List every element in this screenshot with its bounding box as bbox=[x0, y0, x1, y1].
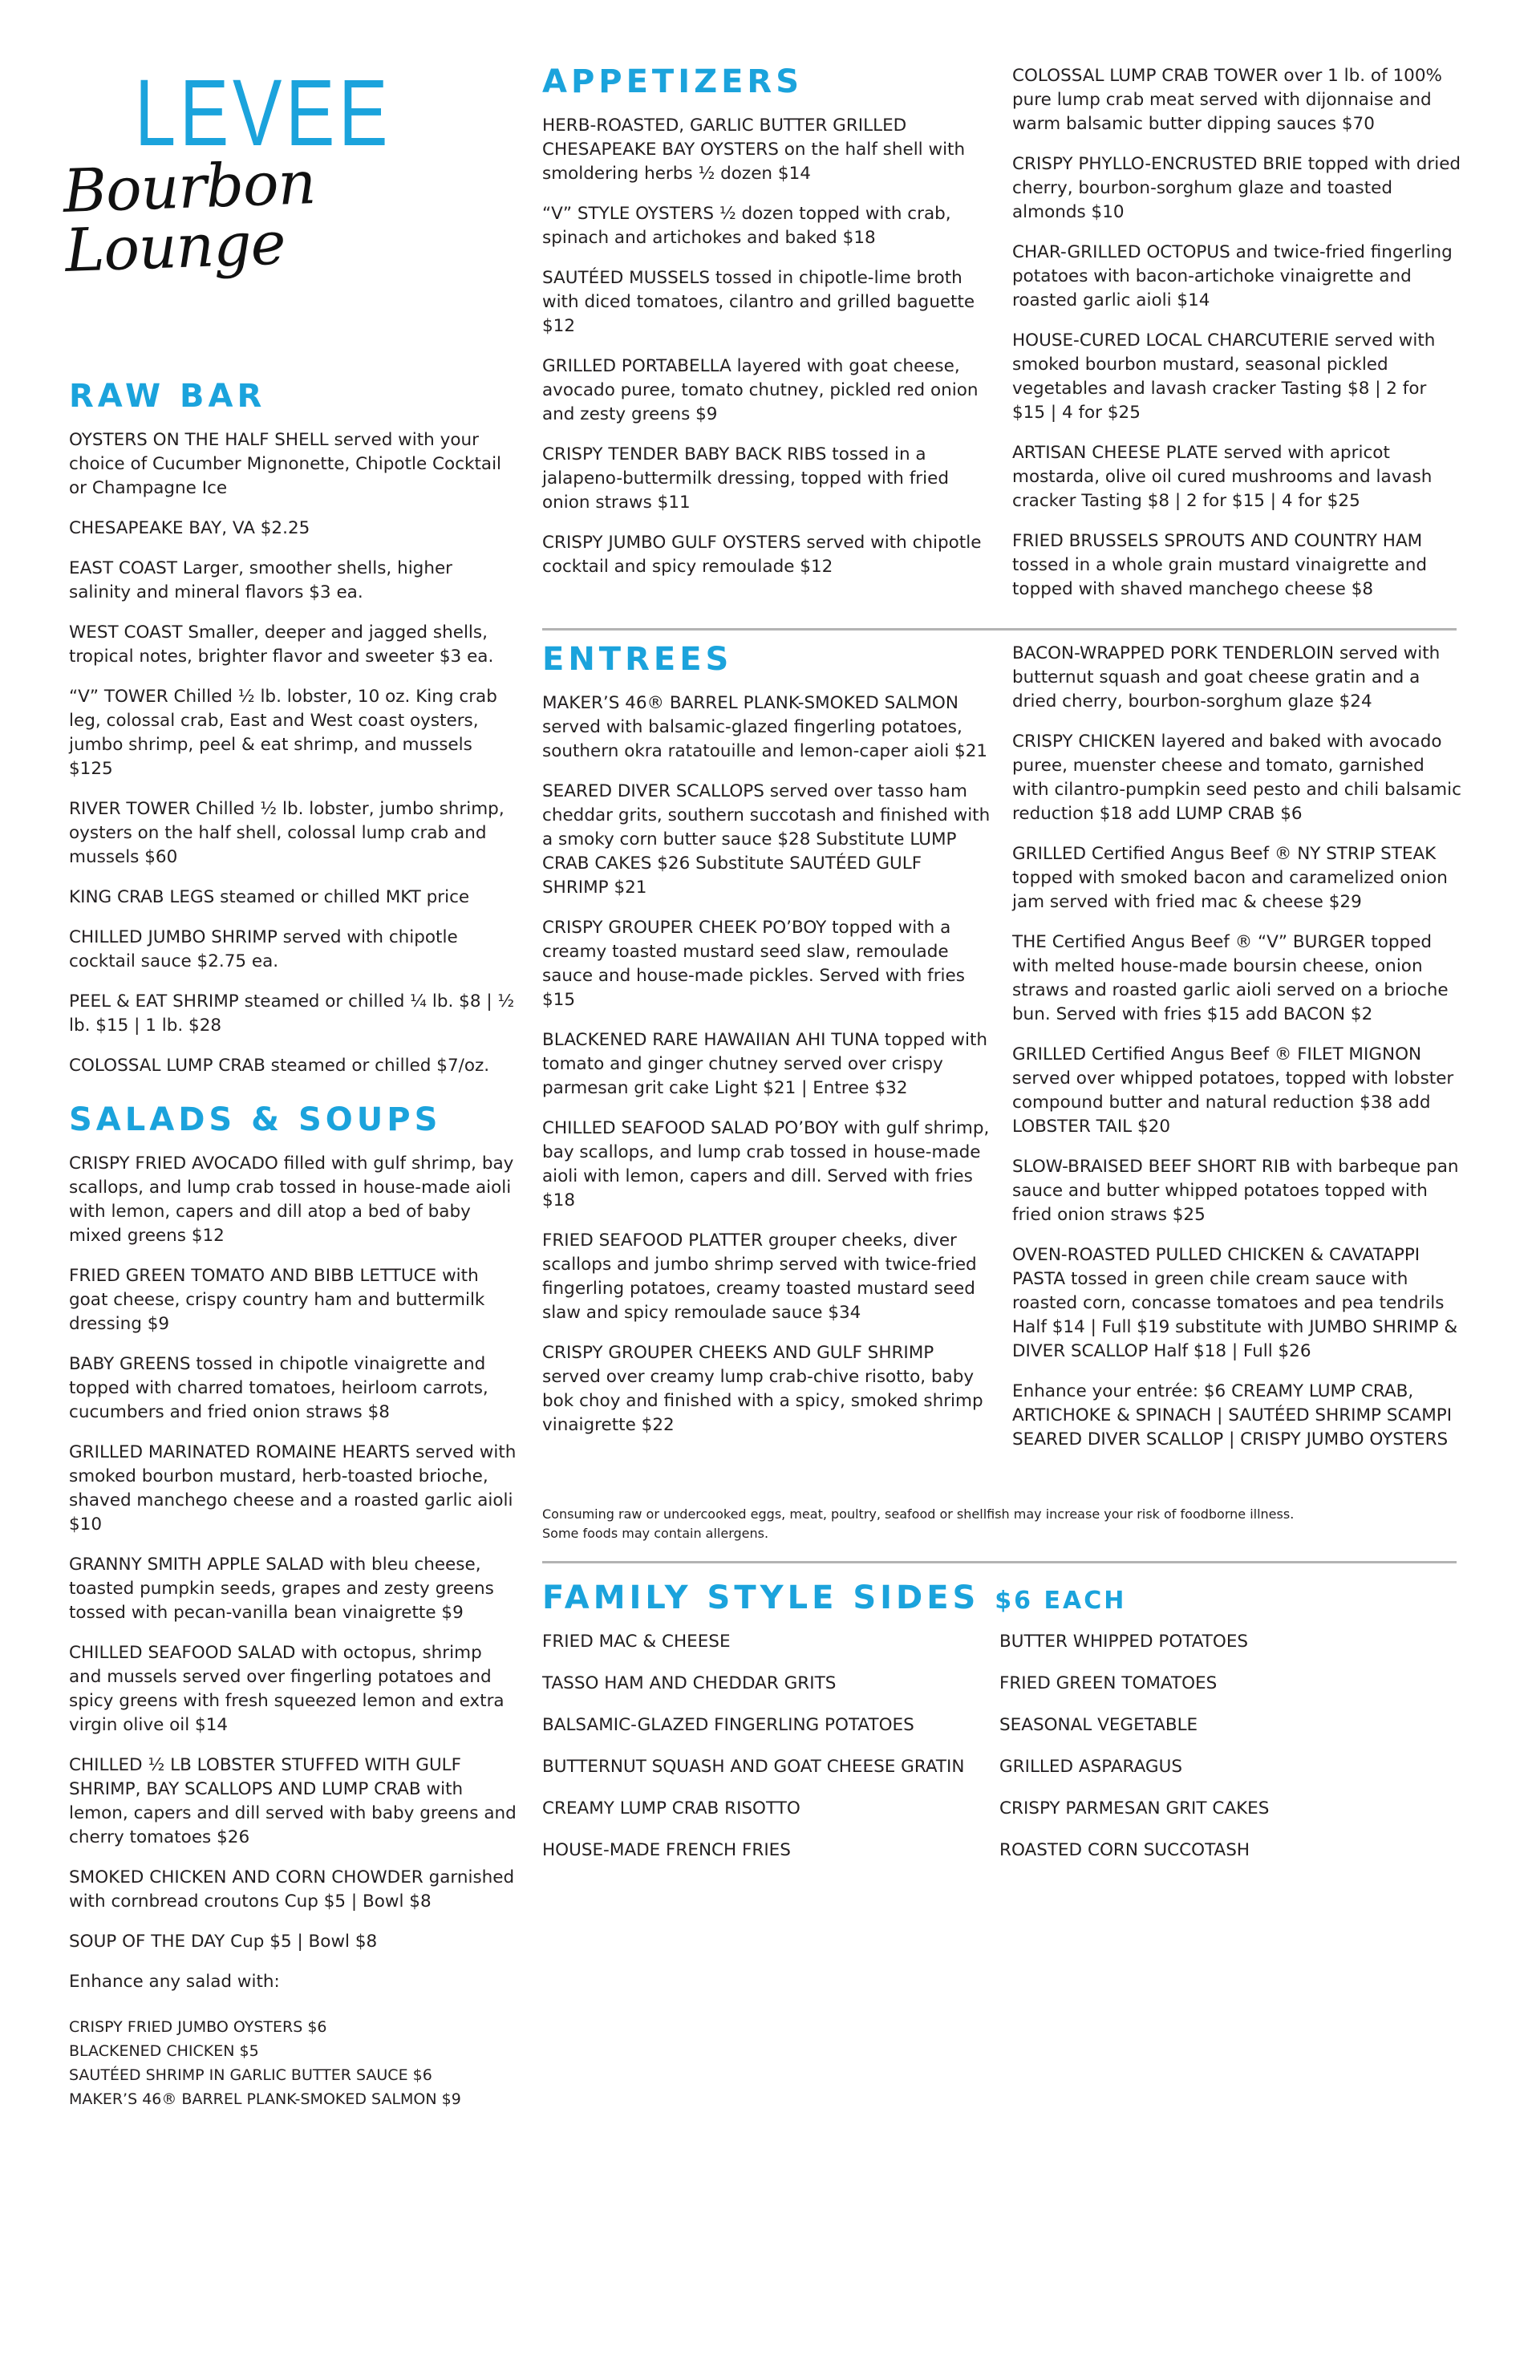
menu-item-description: served with smoked bourbon mustard, herb-toasted brioche, shaved manchego cheese and a roasted garlic aioli $10 bbox=[69, 1442, 517, 1535]
section-title-appetizers: APPETIZERS bbox=[542, 63, 804, 100]
logo-wordmark: LEVEE bbox=[135, 60, 392, 166]
appetizers-list-right bbox=[1012, 64, 1461, 602]
menu-item bbox=[542, 355, 991, 427]
menu-item-name: CHESAPEAKE BAY, VA $2.25 bbox=[69, 518, 310, 538]
menu-item bbox=[1012, 64, 1461, 136]
menu-item-description: tossed in chipotle vinaigrette and topped with charred tomatoes, heirloom carrots, cucumbers and fried onion straws $8 bbox=[69, 1354, 488, 1422]
menu-item-name: WEST COAST bbox=[69, 622, 183, 643]
sides-list-right bbox=[999, 1630, 1457, 1880]
menu-item bbox=[1012, 842, 1461, 914]
menu-item bbox=[1012, 730, 1461, 826]
menu-item bbox=[1012, 1155, 1461, 1227]
menu-item-description: Chilled ½ lb. lobster, 10 oz. King crab leg, colossal crab, East and West coast oysters, jumbo shrimp, peel & eat shrimp, and mussels $125 bbox=[69, 687, 497, 779]
menu-item-name: ARTISAN CHEESE PLATE bbox=[1012, 443, 1218, 463]
menu-item-description: topped with tomato and ginger chutney served over crispy parmesan grit cake Light $21 | Entree $32 bbox=[542, 1030, 987, 1098]
menu-item-description: with gulf shrimp, bay scallops, and lump crab tossed in house-made aioli with lemon, capers and dill. Served with fries $18 bbox=[542, 1118, 990, 1210]
menu-item bbox=[69, 1754, 518, 1850]
divider-entrees-sides bbox=[542, 1561, 1457, 1563]
menu-item-name: CHILLED SEAFOOD SALAD PO’BOY bbox=[542, 1118, 839, 1138]
menu-item-description: over 1 lb. of 100% pure lump crab meat served with dijonnaise and warm balsamic butter dipping sauces $70 bbox=[1012, 66, 1442, 134]
salads-soups-section bbox=[69, 1102, 518, 2111]
menu-item bbox=[1012, 1043, 1461, 1139]
allergen-disclaimer bbox=[542, 1503, 1457, 1545]
menu-item-description: Cup $5 | Bowl $8 bbox=[230, 1932, 378, 1952]
menu-item-description: topped with smoked bacon and caramelized onion jam served with fried mac & cheese $29 bbox=[1012, 868, 1448, 912]
menu-item bbox=[542, 443, 991, 515]
menu-item bbox=[69, 685, 518, 781]
menu-item bbox=[542, 916, 991, 1012]
menu-item bbox=[1012, 441, 1461, 513]
menu-item-description: with lemon, capers and dill served with baby greens and cherry tomatoes $26 bbox=[69, 1779, 517, 1847]
menu-item-description: served with butternut squash and goat cheese gratin and a dried cherry, bourbon-sorghum glaze $24 bbox=[1012, 643, 1441, 712]
menu-item-description: topped with dried cherry, bourbon-sorghum glaze and toasted almonds $10 bbox=[1012, 154, 1461, 222]
family-style-sides-section bbox=[542, 1580, 1457, 1880]
menu-item-description: with bleu cheese, toasted pumpkin seeds, grapes and zesty greens tossed with pecan-vanilla bean vinaigrette $9 bbox=[69, 1555, 494, 1623]
menu-item bbox=[69, 926, 518, 974]
menu-item-name: CHILLED JUMBO SHRIMP bbox=[69, 927, 278, 947]
menu-item-name: SLOW-BRAISED BEEF SHORT RIB bbox=[1012, 1157, 1291, 1177]
menu-item bbox=[69, 1441, 518, 1537]
menu-item-description: with octopus, shrimp and mussels served over fingerling potatoes and spicy greens with fresh squeezed lemon and extra virgin olive oil $14 bbox=[69, 1643, 505, 1735]
menu-item-name: MAKER’S 46® BARREL PLANK-SMOKED SALMON bbox=[542, 693, 958, 713]
menu-item-description: tossed in chipotle-lime broth with diced tomatoes, cilantro and grilled baguette $12 bbox=[542, 268, 975, 336]
menu-item-name: CRISPY JUMBO GULF OYSTERS bbox=[542, 533, 801, 553]
entrees-column-1 bbox=[542, 642, 991, 1454]
menu-item bbox=[69, 1152, 518, 1248]
entrees-list-right bbox=[1012, 642, 1461, 1364]
menu-item-description: served over whipped potatoes, topped with lobster compound butter and natural reduction $38 add LOBSTER TAIL $20 bbox=[1012, 1068, 1454, 1137]
menu-item bbox=[69, 1553, 518, 1625]
salads-list bbox=[69, 1152, 518, 1954]
side-item: GRILLED ASPARAGUS bbox=[999, 1757, 1182, 1777]
menu-item-name: GRILLED MARINATED ROMAINE HEARTS bbox=[69, 1442, 411, 1462]
side-item: FRIED GREEN TOMATOES bbox=[999, 1673, 1218, 1693]
disclaimer-line-2: Some foods may contain allergens. bbox=[542, 1526, 769, 1541]
menu-item bbox=[1012, 642, 1461, 714]
menu-item bbox=[69, 428, 518, 501]
menu-item-name: OVEN-ROASTED PULLED CHICKEN & CAVATAPPI PASTA bbox=[1012, 1245, 1420, 1289]
menu-item bbox=[542, 531, 991, 579]
sides-grid bbox=[542, 1630, 1457, 1880]
menu-item-description: tossed in green chile cream sauce with roasted corn, concasse tomatoes and pea tendrils Half $14 | Full $19 substitute with JUMBO SHRIMP & DIVER SCALLOP Half $18 | Full $26 bbox=[1012, 1269, 1458, 1361]
menu-item bbox=[542, 691, 991, 764]
menu-item-description: tossed in a jalapeno-buttermilk dressing, topped with fried onion straws $11 bbox=[542, 444, 949, 513]
menu-item bbox=[1012, 152, 1461, 225]
section-title-salads-soups: SALADS & SOUPS bbox=[69, 1101, 442, 1138]
menu-item-description: served with apricot mostarda, olive oil cured mushrooms and lavash cracker Tasting $8 | 2 for $15 | 4 for $25 bbox=[1012, 443, 1433, 511]
entrees-column-2 bbox=[1012, 642, 1461, 1468]
menu-item-name: PEEL & EAT SHRIMP bbox=[69, 991, 239, 1012]
menu-item-name: CHILLED ½ LB LOBSTER STUFFED WITH GULF SHRIMP, BAY SCALLOPS AND LUMP CRAB bbox=[69, 1755, 462, 1799]
menu-item bbox=[69, 1352, 518, 1425]
menu-item bbox=[69, 1054, 518, 1078]
menu-item bbox=[69, 1264, 518, 1336]
menu-item-description: layered and baked with avocado puree, muenster cheese and tomato, garnished with cilantro-pumpkin seed pesto and chili balsamic reduction $18 add LUMP CRAB $6 bbox=[1012, 732, 1461, 824]
raw-bar-list bbox=[69, 428, 518, 1078]
menu-item bbox=[542, 266, 991, 339]
side-item: TASSO HAM AND CHEDDAR GRITS bbox=[542, 1673, 837, 1693]
menu-item-description: grouper cheeks, diver scallops and jumbo shrimp served with twice-fried fingerling potatoes, creamy toasted mustard seed slaw and spicy remoulade sauce $34 bbox=[542, 1231, 977, 1323]
menu-item-description: topped with a creamy toasted mustard seed slaw, remoulade sauce and house-made pickles. Served with fries $15 bbox=[542, 918, 965, 1010]
menu-item bbox=[542, 1229, 991, 1325]
menu-item-description: with goat cheese, crispy country ham and buttermilk dressing $9 bbox=[69, 1266, 485, 1334]
menu-item-description: ½ dozen topped with crab, spinach and artichokes and baked $18 bbox=[542, 204, 951, 248]
sides-list-left bbox=[542, 1630, 999, 1880]
menu-item-description: on the half shell with smoldering herbs ½ dozen $14 bbox=[542, 140, 966, 184]
menu-item-name: OYSTERS ON THE HALF SHELL bbox=[69, 430, 329, 450]
raw-bar-section bbox=[69, 379, 518, 1078]
menu-item bbox=[542, 114, 991, 186]
menu-item bbox=[69, 886, 518, 910]
menu-item-description: with barbeque pan sauce and butter whipped potatoes topped with fried onion straws $25 bbox=[1012, 1157, 1459, 1225]
side-item: FRIED MAC & CHEESE bbox=[542, 1632, 731, 1652]
menu-item-name: EAST COAST bbox=[69, 558, 177, 578]
section-title-entrees: ENTREES bbox=[542, 641, 733, 678]
side-item: CRISPY PARMESAN GRIT CAKES bbox=[999, 1798, 1270, 1818]
menu-item bbox=[542, 780, 991, 900]
menu-item bbox=[69, 797, 518, 870]
menu-item-name: GRILLED Certified Angus Beef ® FILET MIGNON bbox=[1012, 1044, 1422, 1064]
menu-item bbox=[69, 1930, 518, 1954]
menu-item-description: garnished with cornbread croutons Cup $5 | Bowl $8 bbox=[69, 1867, 515, 1912]
divider-appetizers-entrees bbox=[542, 628, 1457, 630]
menu-item-name: COLOSSAL LUMP CRAB TOWER bbox=[1012, 66, 1279, 86]
salad-enhancement-item: CRISPY FRIED JUMBO OYSTERS $6 bbox=[69, 2018, 327, 2036]
menu-item-name: FRIED BRUSSELS SPROUTS AND COUNTRY HAM bbox=[1012, 531, 1423, 551]
menu-item-description: Chilled ½ lb. lobster, jumbo shrimp, oysters on the half shell, colossal lump crab and mussels $60 bbox=[69, 799, 505, 867]
menu-item-name: CHAR-GRILLED OCTOPUS bbox=[1012, 242, 1230, 262]
menu-item-name: SMOKED CHICKEN AND CORN CHOWDER bbox=[69, 1867, 424, 1887]
appetizers-column-2 bbox=[1012, 64, 1461, 618]
menu-item bbox=[69, 1866, 518, 1914]
side-item: CREAMY LUMP CRAB RISOTTO bbox=[542, 1798, 800, 1818]
salad-enhancement-item: SAUTÉED SHRIMP IN GARLIC BUTTER SAUCE $6 bbox=[69, 2066, 432, 2084]
menu-item-name: SEARED DIVER SCALLOPS bbox=[542, 781, 764, 801]
menu-item bbox=[542, 1028, 991, 1101]
salad-enhance-label: Enhance any salad with: bbox=[69, 1972, 280, 1992]
salad-enhancement-item: BLACKENED CHICKEN $5 bbox=[69, 2042, 259, 2060]
side-item: BUTTER WHIPPED POTATOES bbox=[999, 1632, 1249, 1652]
menu-item-description: and twice-fried fingerling potatoes with bacon-artichoke vinaigrette and roasted garlic aioli $14 bbox=[1012, 242, 1453, 310]
menu-item bbox=[1012, 529, 1461, 602]
menu-item-name: GRILLED PORTABELLA bbox=[542, 356, 732, 376]
side-item: ROASTED CORN SUCCOTASH bbox=[999, 1840, 1250, 1860]
menu-item-name: CRISPY PHYLLO-ENCRUSTED BRIE bbox=[1012, 154, 1303, 174]
menu-item bbox=[1012, 1243, 1461, 1364]
menu-item-name: FRIED SEAFOOD PLATTER bbox=[542, 1231, 764, 1251]
menu-item-description: steamed or chilled $7/oz. bbox=[270, 1056, 490, 1076]
salad-enhancements-list bbox=[69, 2015, 518, 2111]
sides-price-note: $6 EACH bbox=[995, 1587, 1127, 1615]
appetizers-column-1 bbox=[542, 64, 991, 595]
menu-item-description: layered with goat cheese, avocado puree, tomato chutney, pickled red onion and zesty greens $9 bbox=[542, 356, 979, 424]
menu-item-description: Smaller, deeper and jagged shells, tropical notes, brighter flavor and sweeter $3 ea. bbox=[69, 622, 494, 667]
menu-item-description: served over tasso ham cheddar grits, southern succotash and finished with a smoky corn butter sauce $28 Substitute LUMP CRAB CAKES $26 Substitute SAUTÉED GULF SHRIMP $21 bbox=[542, 781, 991, 898]
menu-item-description: served with balsamic-glazed fingerling potatoes, southern okra ratatouille and lemon-caper aioli $21 bbox=[542, 717, 988, 761]
menu-item bbox=[69, 621, 518, 669]
menu-item bbox=[69, 557, 518, 605]
menu-item-name: “V” STYLE OYSTERS bbox=[542, 204, 714, 224]
menu-item-name: CRISPY FRIED AVOCADO bbox=[69, 1154, 278, 1174]
side-item: BUTTERNUT SQUASH AND GOAT CHEESE GRATIN bbox=[542, 1757, 965, 1777]
side-item: BALSAMIC-GLAZED FINGERLING POTATOES bbox=[542, 1715, 914, 1735]
menu-item-name: KING CRAB LEGS bbox=[69, 887, 215, 907]
side-item: HOUSE-MADE FRENCH FRIES bbox=[542, 1840, 791, 1860]
disclaimer-line-1: Consuming raw or undercooked eggs, meat, poultry, seafood or shellfish may increase your risk of foodborne illness. bbox=[542, 1506, 1295, 1522]
menu-item-name: GRANNY SMITH APPLE SALAD bbox=[69, 1555, 324, 1575]
menu-item bbox=[542, 1117, 991, 1213]
left-column bbox=[69, 379, 518, 2111]
menu-item bbox=[1012, 241, 1461, 313]
menu-item-description: served with smoked bourbon mustard, seasonal pickled vegetables and lavash cracker Tasting $8 | 2 for $15 | 4 for $25 bbox=[1012, 330, 1436, 423]
menu-item bbox=[1012, 329, 1461, 425]
section-title-raw-bar: RAW BAR bbox=[69, 378, 266, 415]
menu-item-name: CHILLED SEAFOOD SALAD bbox=[69, 1643, 296, 1663]
sides-title: FAMILY STYLE SIDES bbox=[542, 1579, 980, 1616]
menu-item-name: SAUTÉED MUSSELS bbox=[542, 268, 710, 288]
menu-item-description: tossed in a whole grain mustard vinaigrette and topped with shaved manchego cheese $8 bbox=[1012, 555, 1428, 599]
menu-item-name: RIVER TOWER bbox=[69, 799, 191, 819]
menu-item bbox=[542, 202, 991, 250]
menu-item-name: THE Certified Angus Beef ® “V” BURGER bbox=[1012, 932, 1366, 952]
logo bbox=[62, 60, 481, 286]
menu-item-name: CRISPY CHICKEN bbox=[1012, 732, 1156, 752]
side-item: SEASONAL VEGETABLE bbox=[999, 1715, 1198, 1735]
menu-item-description: filled with gulf shrimp, bay scallops, and lump crab tossed in house-made aioli with lemon, capers and dill atop a bed of baby mixed greens $12 bbox=[69, 1154, 514, 1246]
menu-item-description: served with chipotle cocktail sauce $2.75 ea. bbox=[69, 927, 458, 971]
menu-item-name: CRISPY GROUPER CHEEK PO’BOY bbox=[542, 918, 827, 938]
menu-item-name: “V” TOWER bbox=[69, 687, 168, 707]
menu-item-description: steamed or chilled ¼ lb. $8 | ½ lb. $15 | 1 lb. $28 bbox=[69, 991, 515, 1036]
menu-item-name: SOUP OF THE DAY bbox=[69, 1932, 225, 1952]
menu-item-description: steamed or chilled MKT price bbox=[220, 887, 470, 907]
menu-item-description: served with your choice of Cucumber Mignonette, Chipotle Cocktail or Champagne Ice bbox=[69, 430, 502, 498]
salad-enhancement-item: MAKER’S 46® BARREL PLANK-SMOKED SALMON $9 bbox=[69, 2090, 461, 2108]
menu-item-name: GRILLED Certified Angus Beef ® NY STRIP STEAK bbox=[1012, 844, 1437, 864]
menu-item-name: BABY GREENS bbox=[69, 1354, 191, 1374]
menu-item-description: Larger, smoother shells, higher salinity and mineral flavors $3 ea. bbox=[69, 558, 453, 602]
menu-item-name: BLACKENED RARE HAWAIIAN AHI TUNA bbox=[542, 1030, 879, 1050]
menu-item-name: COLOSSAL LUMP CRAB bbox=[69, 1056, 265, 1076]
section-title-sides bbox=[542, 1580, 1457, 1616]
menu-item-name: HOUSE-CURED LOCAL CHARCUTERIE bbox=[1012, 330, 1330, 351]
menu-item-name: CRISPY GROUPER CHEEKS AND GULF SHRIMP bbox=[542, 1343, 934, 1363]
menu-item-name: CRISPY TENDER BABY BACK RIBS bbox=[542, 444, 827, 464]
menu-item-name: BACON-WRAPPED PORK TENDERLOIN bbox=[1012, 643, 1335, 663]
menu-item-name: HERB-ROASTED, GARLIC BUTTER GRILLED CHESAPEAKE BAY OYSTERS bbox=[542, 116, 907, 160]
menu-item-description: served with chipotle cocktail and spicy remoulade $12 bbox=[542, 533, 982, 577]
entree-enhance-note: Enhance your entrée: $6 CREAMY LUMP CRAB, ARTICHOKE & SPINACH | SAUTÉED SHRIMP SCAMPI SEARED DIVER SCALLOP | CRISPY JUMBO OYSTERS bbox=[1012, 1381, 1453, 1449]
logo-subtitle: Bourbon Lounge bbox=[62, 148, 317, 286]
appetizers-list-left bbox=[542, 114, 991, 579]
entrees-list-left bbox=[542, 691, 991, 1437]
menu-item-description: topped with melted house-made boursin cheese, onion straws and roasted garlic aioli served on a brioche bun. Served with fries $15 add BACON $2 bbox=[1012, 932, 1449, 1024]
menu-item bbox=[1012, 931, 1461, 1027]
menu-item bbox=[69, 990, 518, 1038]
menu-item-name: FRIED GREEN TOMATO AND BIBB LETTUCE bbox=[69, 1266, 437, 1286]
menu-item-description: served over creamy lump crab-chive risotto, baby bok choy and finished with a spicy, smoked shrimp vinaigrette $22 bbox=[542, 1367, 983, 1435]
menu-item bbox=[69, 517, 518, 541]
menu-item bbox=[69, 1641, 518, 1737]
menu-item bbox=[542, 1341, 991, 1437]
